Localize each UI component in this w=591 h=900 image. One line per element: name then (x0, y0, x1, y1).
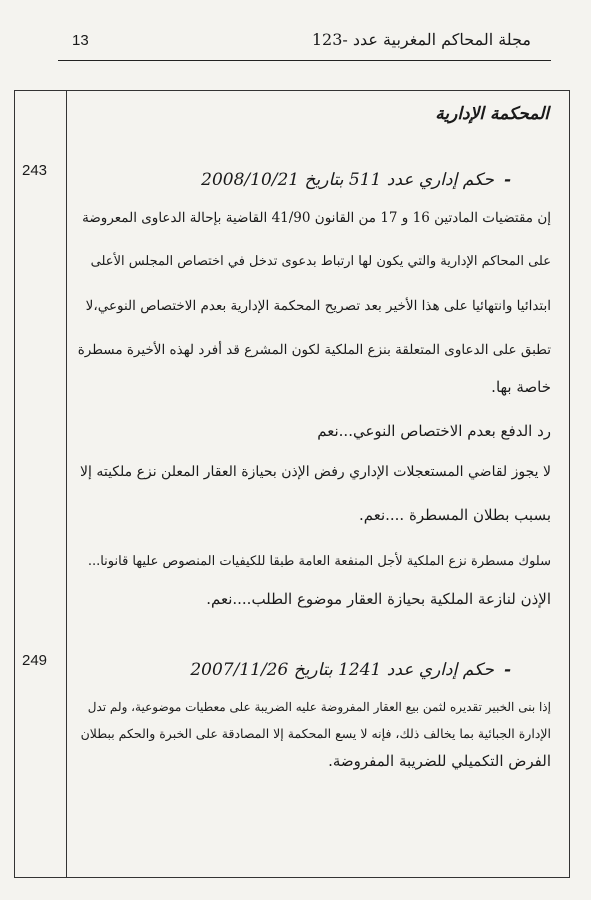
reference-number: 249 (22, 652, 48, 669)
header-rule (58, 60, 551, 61)
body-line: الإذن لنازعة الملكية بحيازة العقار موضوع الطلب....نعم. (206, 590, 551, 608)
margin-divider (66, 90, 67, 878)
body-line: ابتدائيا وانتهائيا على هذا الأخير بعد تصريح المحكمة الإدارية بعدم الاختصاص النوعي،لا (85, 298, 551, 314)
ruling-dash: - (503, 660, 511, 680)
body-line: سلوك مسطرة نزع الملكية لأجل المنفعة العامة طبقا للكيفيات المنصوص عليها قانونا... (87, 554, 551, 569)
page-number: 13 (72, 32, 89, 49)
ruling-dash: - (503, 170, 511, 190)
body-line: خاصة بها. (491, 378, 551, 396)
body-line: رد الدفع بعدم الاختصاص النوعي...نعم (317, 422, 551, 440)
journal-title: مجلة المحاكم المغربية عدد -123 (311, 30, 531, 49)
section-title: المحكمة الإدارية (435, 104, 549, 124)
body-line: تطبق على الدعاوى المتعلقة بنزع الملكية لكون المشرع قد أفرد لهذه الأخيرة مسطرة (77, 342, 551, 358)
ruling-title: حكم إداري عدد 511 بتاريخ 2008/10/21 (201, 170, 494, 190)
body-line: الفرض التكميلي للضريبة المفروضة. (328, 752, 551, 770)
body-line: الإدارة الجبائية بما يخالف ذلك، فإنه لا يسع المحكمة إلا المصادقة على الخبرة والحكم ببطلان (80, 726, 551, 741)
reference-number: 243 (22, 162, 48, 179)
ruling-title: حكم إداري عدد 1241 بتاريخ 2007/11/26 (190, 660, 494, 680)
body-line: بسبب بطلان المسطرة ....نعم. (358, 506, 551, 524)
body-line: على المحاكم الإدارية والتي يكون لها ارتباط بدعوى تدخل في اختصاص المجلس الأعلى (90, 254, 551, 269)
body-line: إن مقتضيات المادتين 16 و 17 من القانون 41/90 القاضية بإحالة الدعاوى المعروضة (82, 210, 551, 226)
body-line: إذا بنى الخبير تقديره لثمن بيع العقار المفروضة عليه الضريبة على معطيات موضوعية، ولم تدل (87, 700, 551, 714)
body-line: لا يجوز لقاضي المستعجلات الإداري رفض الإذن بحيازة العقار المعلن نزع ملكيته إلا (80, 464, 551, 480)
ruling-heading (190, 660, 511, 680)
ruling-heading (201, 170, 511, 190)
